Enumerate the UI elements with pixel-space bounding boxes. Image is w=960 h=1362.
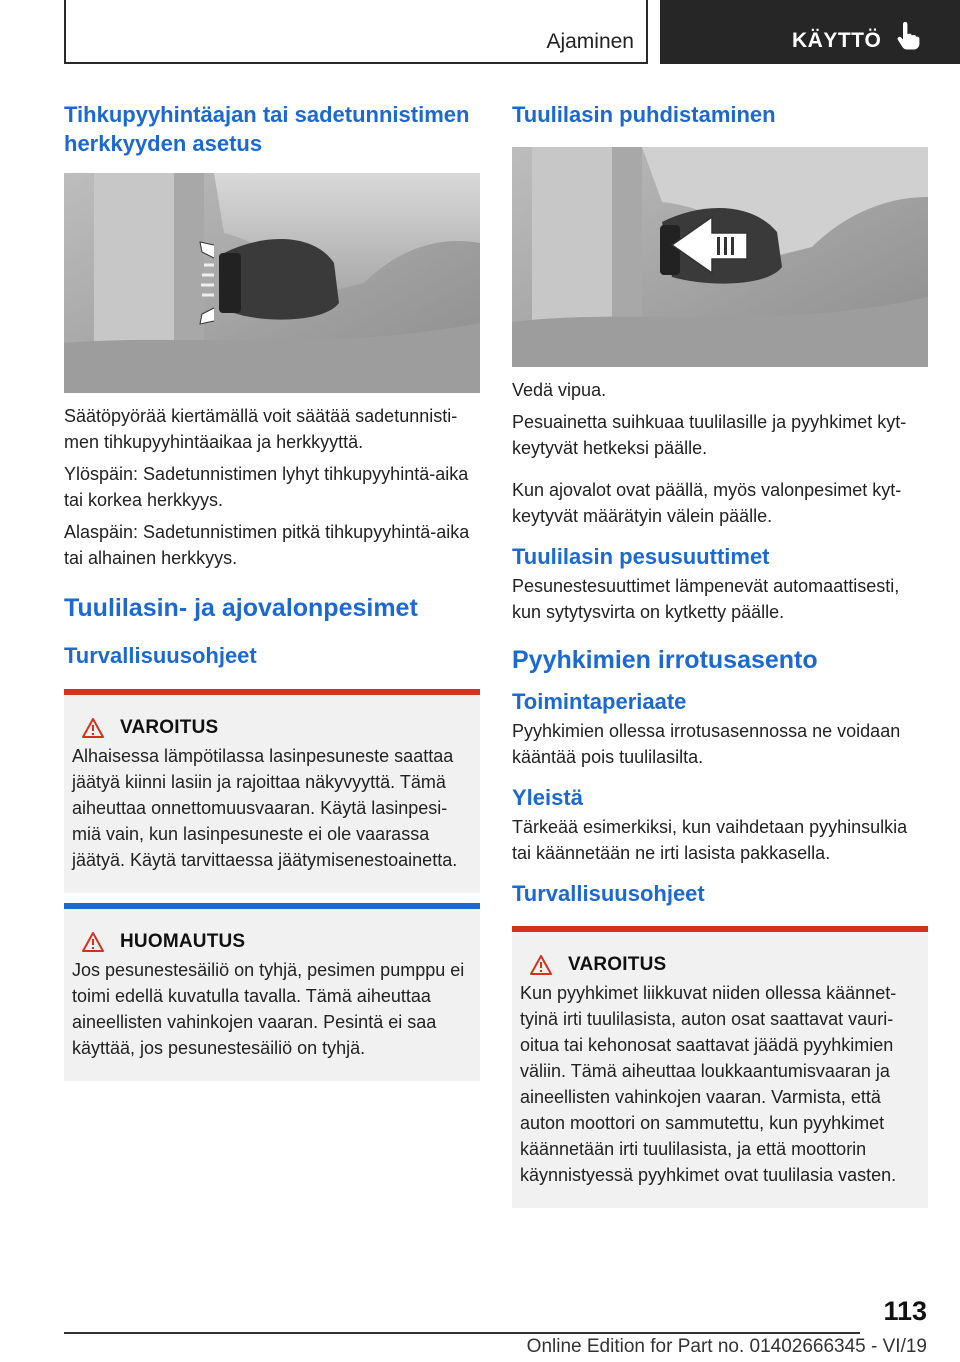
- warning-box: [64, 689, 480, 893]
- notice-box: [64, 903, 480, 1081]
- header-section-box: [64, 0, 648, 64]
- warning-label: VAROITUS: [568, 954, 667, 975]
- edition-text: Online Edition for Part no. 01402666345 - VI/19: [526, 1336, 927, 1357]
- header-section-title: Ajaminen: [546, 30, 634, 53]
- paragraph: Ylöspäin: Sadetunnistimen lyhyt tihkupyyhintä-aika tai korkea herkkyys.: [64, 464, 469, 510]
- left-column: [64, 100, 480, 1081]
- subsection-title-safety: Turvallisuusohjeet: [64, 643, 257, 668]
- subsection-title-principle: Toimintaperiaate: [512, 689, 687, 714]
- paragraph: Pyyhkimien ollessa irrotusasennossa ne voidaan kääntää pois tuulilasilta.: [512, 721, 901, 767]
- section-title-rain-sensor: Tihkupyyhintäajan tai sadetunnistimen herkkyyden asetus: [64, 102, 470, 156]
- subsection-title-safety: Turvallisuusohjeet: [512, 881, 705, 906]
- paragraph: Alaspäin: Sadetunnistimen pitkä tihkupyyhintä-aika tai alhainen herkkyys.: [64, 522, 470, 568]
- wiper-stalk-thumbwheel-photo: [64, 173, 480, 393]
- subsection-title-general: Yleistä: [512, 785, 583, 810]
- right-column: [512, 100, 928, 1208]
- page-number: 113: [883, 1296, 927, 1326]
- header-chapter-box: [660, 0, 960, 64]
- section-title-washers: Tuulilasin- ja ajovalonpesimet: [64, 594, 418, 622]
- warning-label: VAROITUS: [120, 717, 219, 738]
- footer-edition: [527, 1336, 927, 1358]
- paragraph: Tärkeää esimerkiksi, kun vaihdetaan pyyhinsulkia tai käännetään ne irti lasista pakkasella.: [512, 817, 908, 863]
- header-chapter-title: KÄYTTÖ: [792, 29, 882, 52]
- warning-triangle-icon: [82, 718, 104, 738]
- paragraph: Vedä vipua.: [512, 380, 607, 400]
- pointing-hand-icon: [896, 22, 922, 50]
- paragraph: Pesuainetta suihkuaa tuulilasille ja pyyhkimet kyt-keytyvät hetkeksi päälle.: [512, 412, 907, 458]
- notice-text: Jos pesunestesäiliö on tyhjä, pesimen pumppu ei toimi edellä kuvatulla tavalla. Tämä aiheuttaa aineellisten vahinkojen vaaran. Pesintä ei saa käyttää, jos pesunestesäiliö on tyhjä.: [72, 960, 465, 1058]
- section-title-cleaning: Tuulilasin puhdistaminen: [512, 102, 776, 127]
- subsection-title-nozzles: Tuulilasin pesusuuttimet: [512, 544, 770, 569]
- warning-text: Kun pyyhkimet liikkuvat niiden ollessa käännet-tyinä irti tuulilasista, auton osat saattavat vauri-oitua tai kehonosat saattavat jäädä pyyhkimien väliin. Tämä aiheuttaa loukkaantumisvaaran ja aineellisten vahinkojen vaaran. Varmista, että auton moottori on sammutettu, kun pyyhkimet käännetään irti tuulilasista, ja että moottorin käynnistyessä pyyhkimet ovat tuulilasia vasten.: [520, 983, 897, 1185]
- wiper-stalk-pull-photo: [512, 147, 928, 367]
- warning-text: Alhaisessa lämpötilassa lasinpesuneste saattaa jäätyä kiinni lasiin ja rajoittaa näkyvyyttä. Tämä aiheuttaa onnettomuusvaaran. Käytä lasinpesi-miä vain, kun lasinpesuneste ei ole vaarassa jäätyä. Käytä tarvittaessa jäätymisenestoainetta.: [72, 746, 458, 870]
- notice-label: HUOMAUTUS: [120, 931, 246, 952]
- warning-triangle-icon: [82, 932, 104, 952]
- paragraph: Kun ajovalot ovat päällä, myös valonpesimet kyt-keytyvät määrätyin välein päälle.: [512, 480, 902, 526]
- warning-triangle-icon: [530, 955, 552, 975]
- section-title-wiper-position: Pyyhkimien irrotusasento: [512, 646, 818, 674]
- warning-box: [512, 926, 928, 1208]
- paragraph: Säätöpyörää kiertämällä voit säätää sadetunnisti-men tihkupyyhintäaikaa ja herkkyyttä.: [64, 406, 458, 452]
- footer-rule: [64, 1332, 860, 1334]
- paragraph: Pesunestesuuttimet lämpenevät automaattisesti, kun sytytysvirta on kytketty päälle.: [512, 576, 900, 622]
